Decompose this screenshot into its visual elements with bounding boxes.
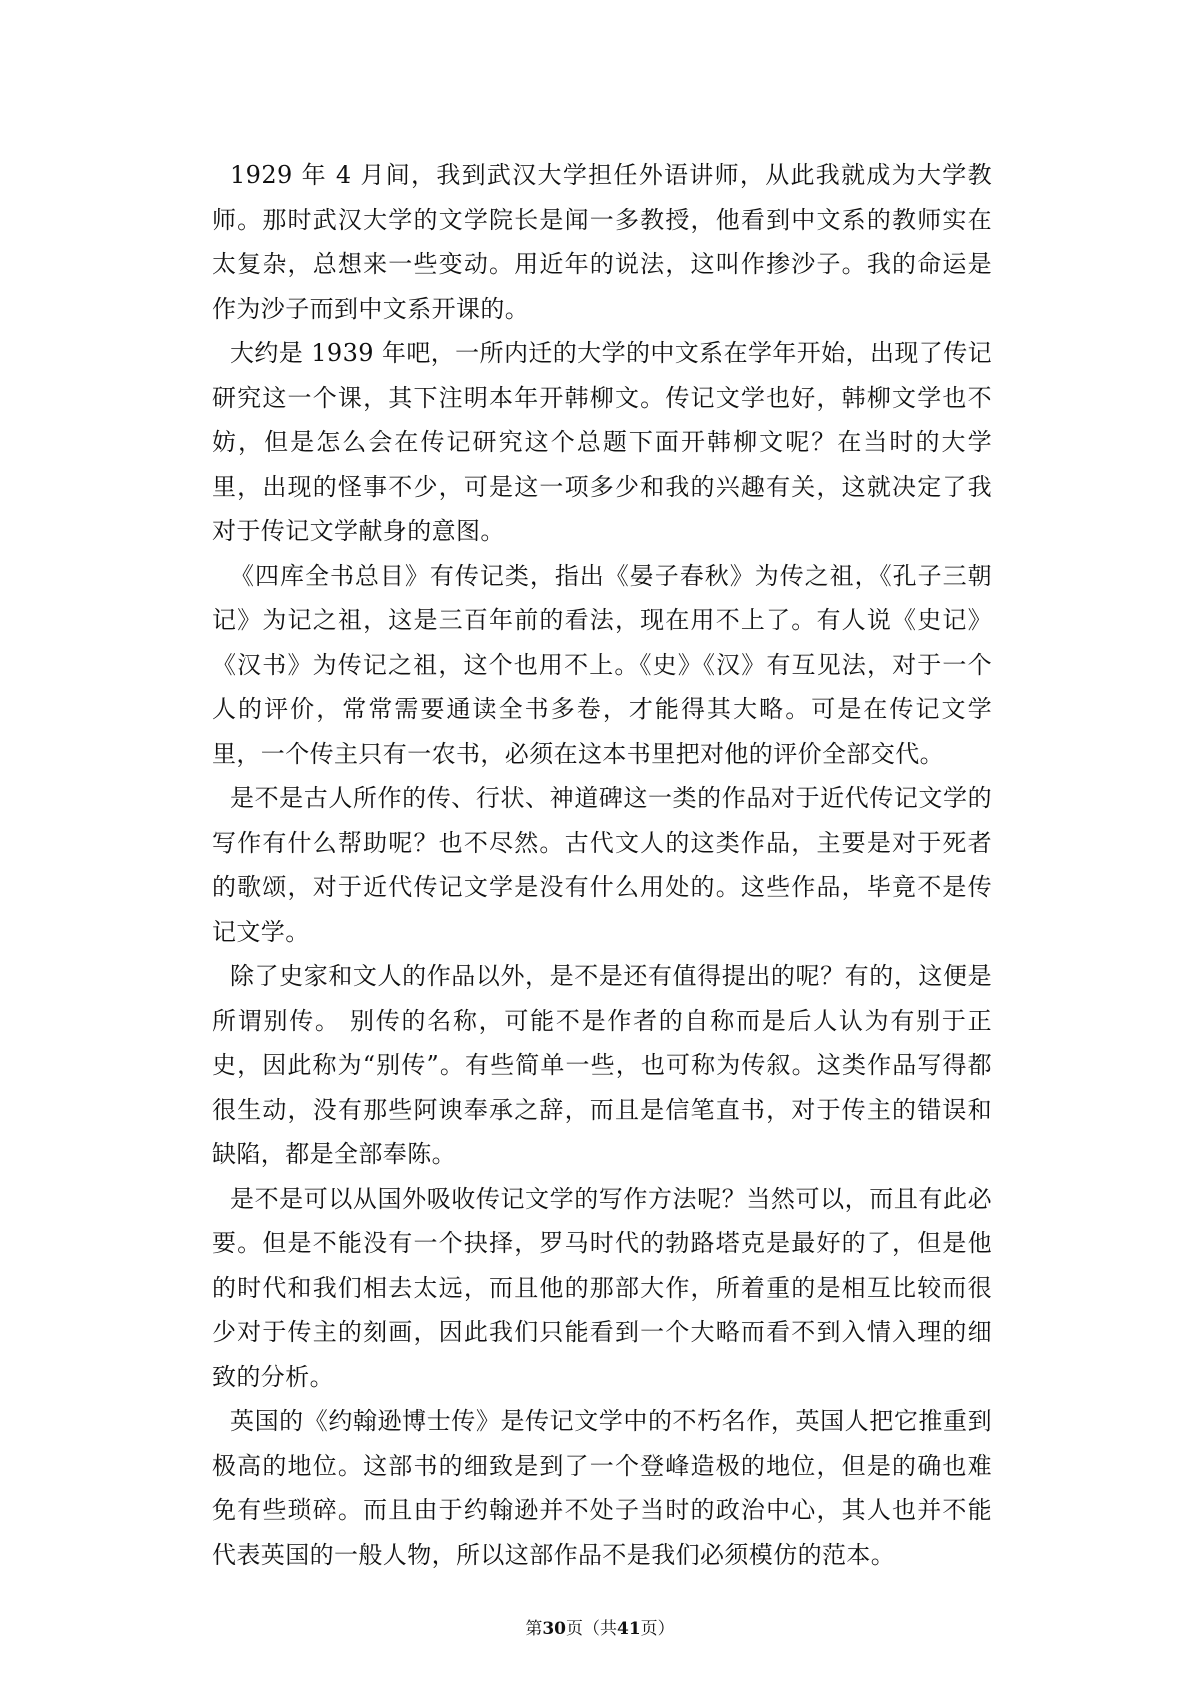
paragraph-3: 《四库全书总目》有传记类，指出《晏子春秋》为传之祖，《孔子三朝记》为记之祖，这是三百年前的看法，现在用不上了。有人说《史记》《汉书》为传记之祖，这个也用不上。《史》《汉》有互见法，对于一个人的评价，常常需要通读全书多卷，才能得其大略。可是在传记文学里，一个传主只有一农书，必须在这本书里把对他的评价全部交代。 [212,561,992,768]
footer-middle: 页（共 [566,1619,617,1639]
paragraph-4: 是不是古人所作的传、行状、神道碑这一类的作品对于近代传记文学的写作有什么帮助呢？也不尽然。古代文人的这类作品，主要是对于死者的歌颂，对于近代传记文学是没有什么用处的。这些作品，毕竟不是传记文学。 [212,784,992,946]
paragraph-7: 英国的《约翰逊博士传》是传记文学中的不朽名作，英国人把它推重到极高的地位。这部书的细致是到了一个登峰造极的地位，但是的确也难免有些琐碎。而且由于约翰逊并不处子当时的政治中心，其人也并不能代表英国的一般人物，所以这部作品不是我们必须模仿的范本。 [212,1407,992,1569]
footer-suffix: 页） [640,1619,675,1639]
footer-page-number: 30 [542,1619,566,1639]
footer-total-pages: 41 [617,1619,641,1639]
body-text [212,153,992,1577]
paragraph-5: 除了史家和文人的作品以外，是不是还有值得提出的呢？有的，这便是所谓别传。 别传的名称，可能不是作者的自称而是后人认为有别于正史，因此称为“别传”。有些简单一些，也可称为传叙。这类作品写得都很生动，没有那些阿谀奉承之辞，而且是信笔直书，对于传主的错误和缺陷，都是全部奉陈。 [212,962,992,1168]
page-footer [0,1618,1200,1640]
paragraph-6: 是不是可以从国外吸收传记文学的写作方法呢？当然可以，而且有此必要。但是不能没有一个抉择，罗马时代的勃路塔克是最好的了，但是他的时代和我们相去太远，而且他的那部大作，所着重的是相互比较而很少对于传主的刻画，因此我们只能看到一个大略而看不到入情入理的细致的分析。 [212,1184,992,1391]
paragraph-1: 1929 年 4 月间，我到武汉大学担任外语讲师，从此我就成为大学教师。那时武汉大学的文学院长是闻一多教授，他看到中文系的教师实在太复杂，总想来一些变动。用近年的说法，这叫作掺沙子。我的命运是作为沙子而到中文系开课的。 [212,161,992,323]
footer-prefix: 第 [525,1619,543,1639]
paragraph-2: 大约是 1939 年吧，一所内迁的大学的中文系在学年开始，出现了传记研究这一个课，其下注明本年开韩柳文。传记文学也好，韩柳文学也不妨，但是怎么会在传记研究这个总题下面开韩柳文呢？在当时的大学里，出现的怪事不少，可是这一项多少和我的兴趣有关，这就决定了我对于传记文学献身的意图。 [212,339,992,545]
